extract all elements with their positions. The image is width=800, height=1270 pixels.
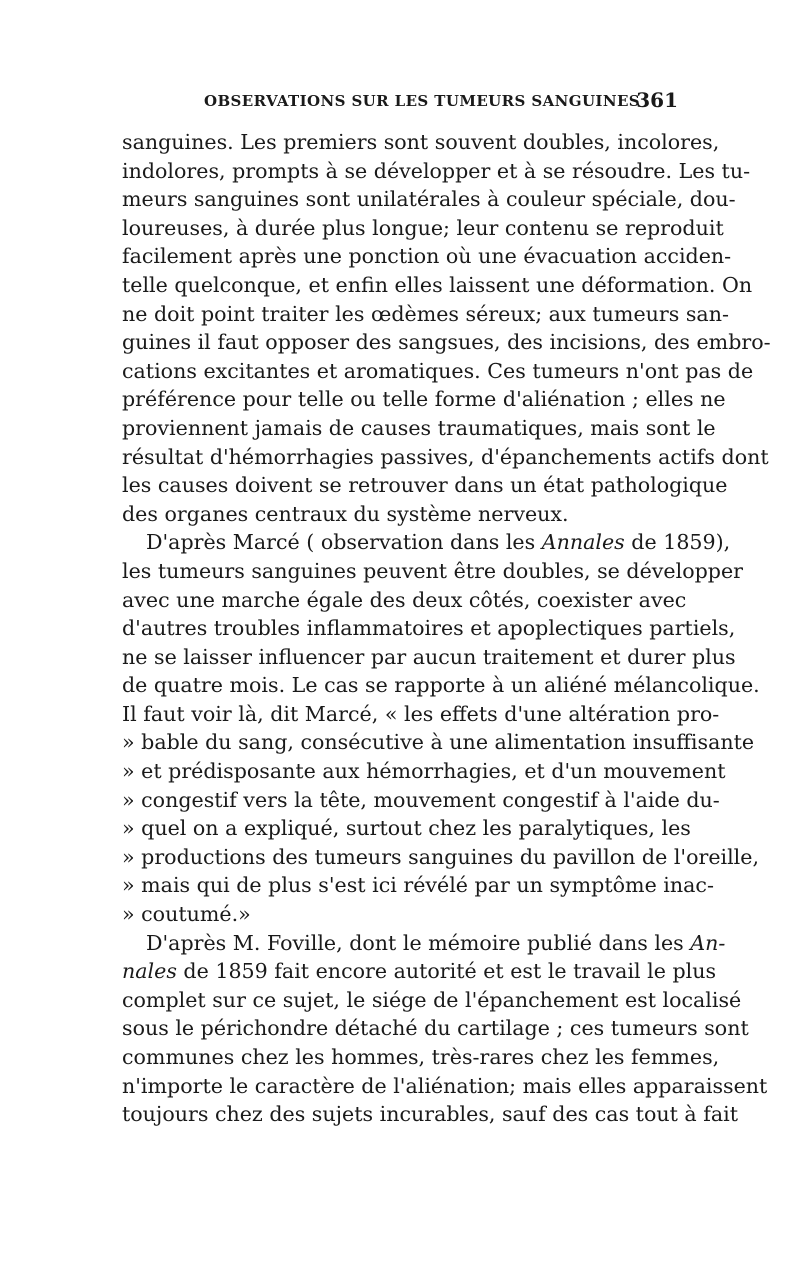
text-line: complet sur ce sujet, le siége de l'épanchement est localisé bbox=[122, 987, 742, 1012]
text-line: sous le périchondre détaché du cartilage ; ces tumeurs sont bbox=[122, 1016, 749, 1041]
text-line: n'importe le caractère de l'aliénation; mais elles apparaissent bbox=[122, 1073, 768, 1098]
text-line: facilement après une ponction où une évacuation acciden- bbox=[122, 244, 732, 269]
journal-title: An- bbox=[690, 930, 726, 955]
running-head bbox=[122, 88, 680, 128]
text-line: toujours chez des sujets incurables, sauf des cas tout à fait bbox=[122, 1102, 739, 1127]
text-line: proviennent jamais de causes traumatiques, mais sont le bbox=[122, 415, 716, 440]
text-line: » et prédisposante aux hémorrhagies, et d'un mouvement bbox=[122, 759, 726, 784]
paragraph-3 bbox=[122, 929, 768, 1129]
text-line: préférence pour telle ou telle forme d'aliénation ; elles ne bbox=[122, 387, 726, 412]
text-line: nales de 1859 fait encore autorité et est le travail le plus bbox=[122, 959, 717, 984]
text-line: » congestif vers la tête, mouvement congestif à l'aide du- bbox=[122, 787, 720, 812]
text-line: ne se laisser influencer par aucun traitement et durer plus bbox=[122, 644, 736, 669]
text-line: d'autres troubles inflammatoires et apoplectiques partiels, bbox=[122, 616, 736, 641]
text-line: » productions des tumeurs sanguines du pavillon de l'oreille, bbox=[122, 844, 759, 869]
running-head-title: OBSERVATIONS SUR LES TUMEURS SANGUINES bbox=[204, 92, 641, 110]
text-line: » coutumé.» bbox=[122, 902, 251, 927]
text-line: » bable du sang, consécutive à une alimentation insuffisante bbox=[122, 730, 755, 755]
book-page bbox=[122, 88, 771, 1129]
text-line: meurs sanguines sont unilatérales à couleur spéciale, dou- bbox=[122, 187, 736, 212]
text-line: guines il faut opposer des sangsues, des incisions, des embro- bbox=[122, 330, 771, 355]
text-line: Il faut voir là, dit Marcé, « les effets d'une altération pro- bbox=[122, 701, 720, 726]
page-number: 361 bbox=[636, 88, 678, 112]
text-line: » mais qui de plus s'est ici révélé par un symptôme inac- bbox=[122, 873, 714, 898]
text-line: avec une marche égale des deux côtés, coexister avec bbox=[122, 587, 687, 612]
text-line: communes chez les hommes, très-rares chez les femmes, bbox=[122, 1045, 720, 1069]
text-line: ne doit point traiter les œdèmes séreux; aux tumeurs san- bbox=[122, 301, 729, 326]
paragraph-1 bbox=[122, 128, 771, 528]
text-line: loureuses, à durée plus longue; leur contenu se reproduit bbox=[122, 215, 724, 240]
text-line: les tumeurs sanguines peuvent être doubles, se développer bbox=[122, 558, 743, 583]
text-line: les causes doivent se retrouver dans un état pathologique bbox=[122, 473, 728, 498]
text-line: des organes centraux du système nerveux. bbox=[122, 501, 569, 526]
text-line: de quatre mois. Le cas se rapporte à un aliéné mélancolique. bbox=[122, 673, 760, 698]
text-line: D'après M. Foville, dont le mémoire publié dans les An- bbox=[146, 930, 726, 955]
journal-title: Annales bbox=[541, 530, 625, 555]
text-line: résultat d'hémorrhagies passives, d'épanchements actifs dont bbox=[122, 444, 769, 469]
text-line: » quel on a expliqué, surtout chez les paralytiques, les bbox=[122, 816, 691, 841]
text-line: D'après Marcé ( observation dans les Annales de 1859), bbox=[146, 530, 731, 555]
journal-title: nales bbox=[122, 959, 177, 984]
text-line: sanguines. Les premiers sont souvent doubles, incolores, bbox=[122, 130, 720, 154]
text-line: cations excitantes et aromatiques. Ces tumeurs n'ont pas de bbox=[122, 358, 754, 383]
paragraph-2 bbox=[122, 528, 760, 928]
text-line: telle quelconque, et enfin elles laissent une déformation. On bbox=[122, 272, 753, 297]
body-text bbox=[122, 128, 771, 1129]
text-line: indolores, prompts à se développer et à se résoudre. Les tu- bbox=[122, 158, 751, 183]
